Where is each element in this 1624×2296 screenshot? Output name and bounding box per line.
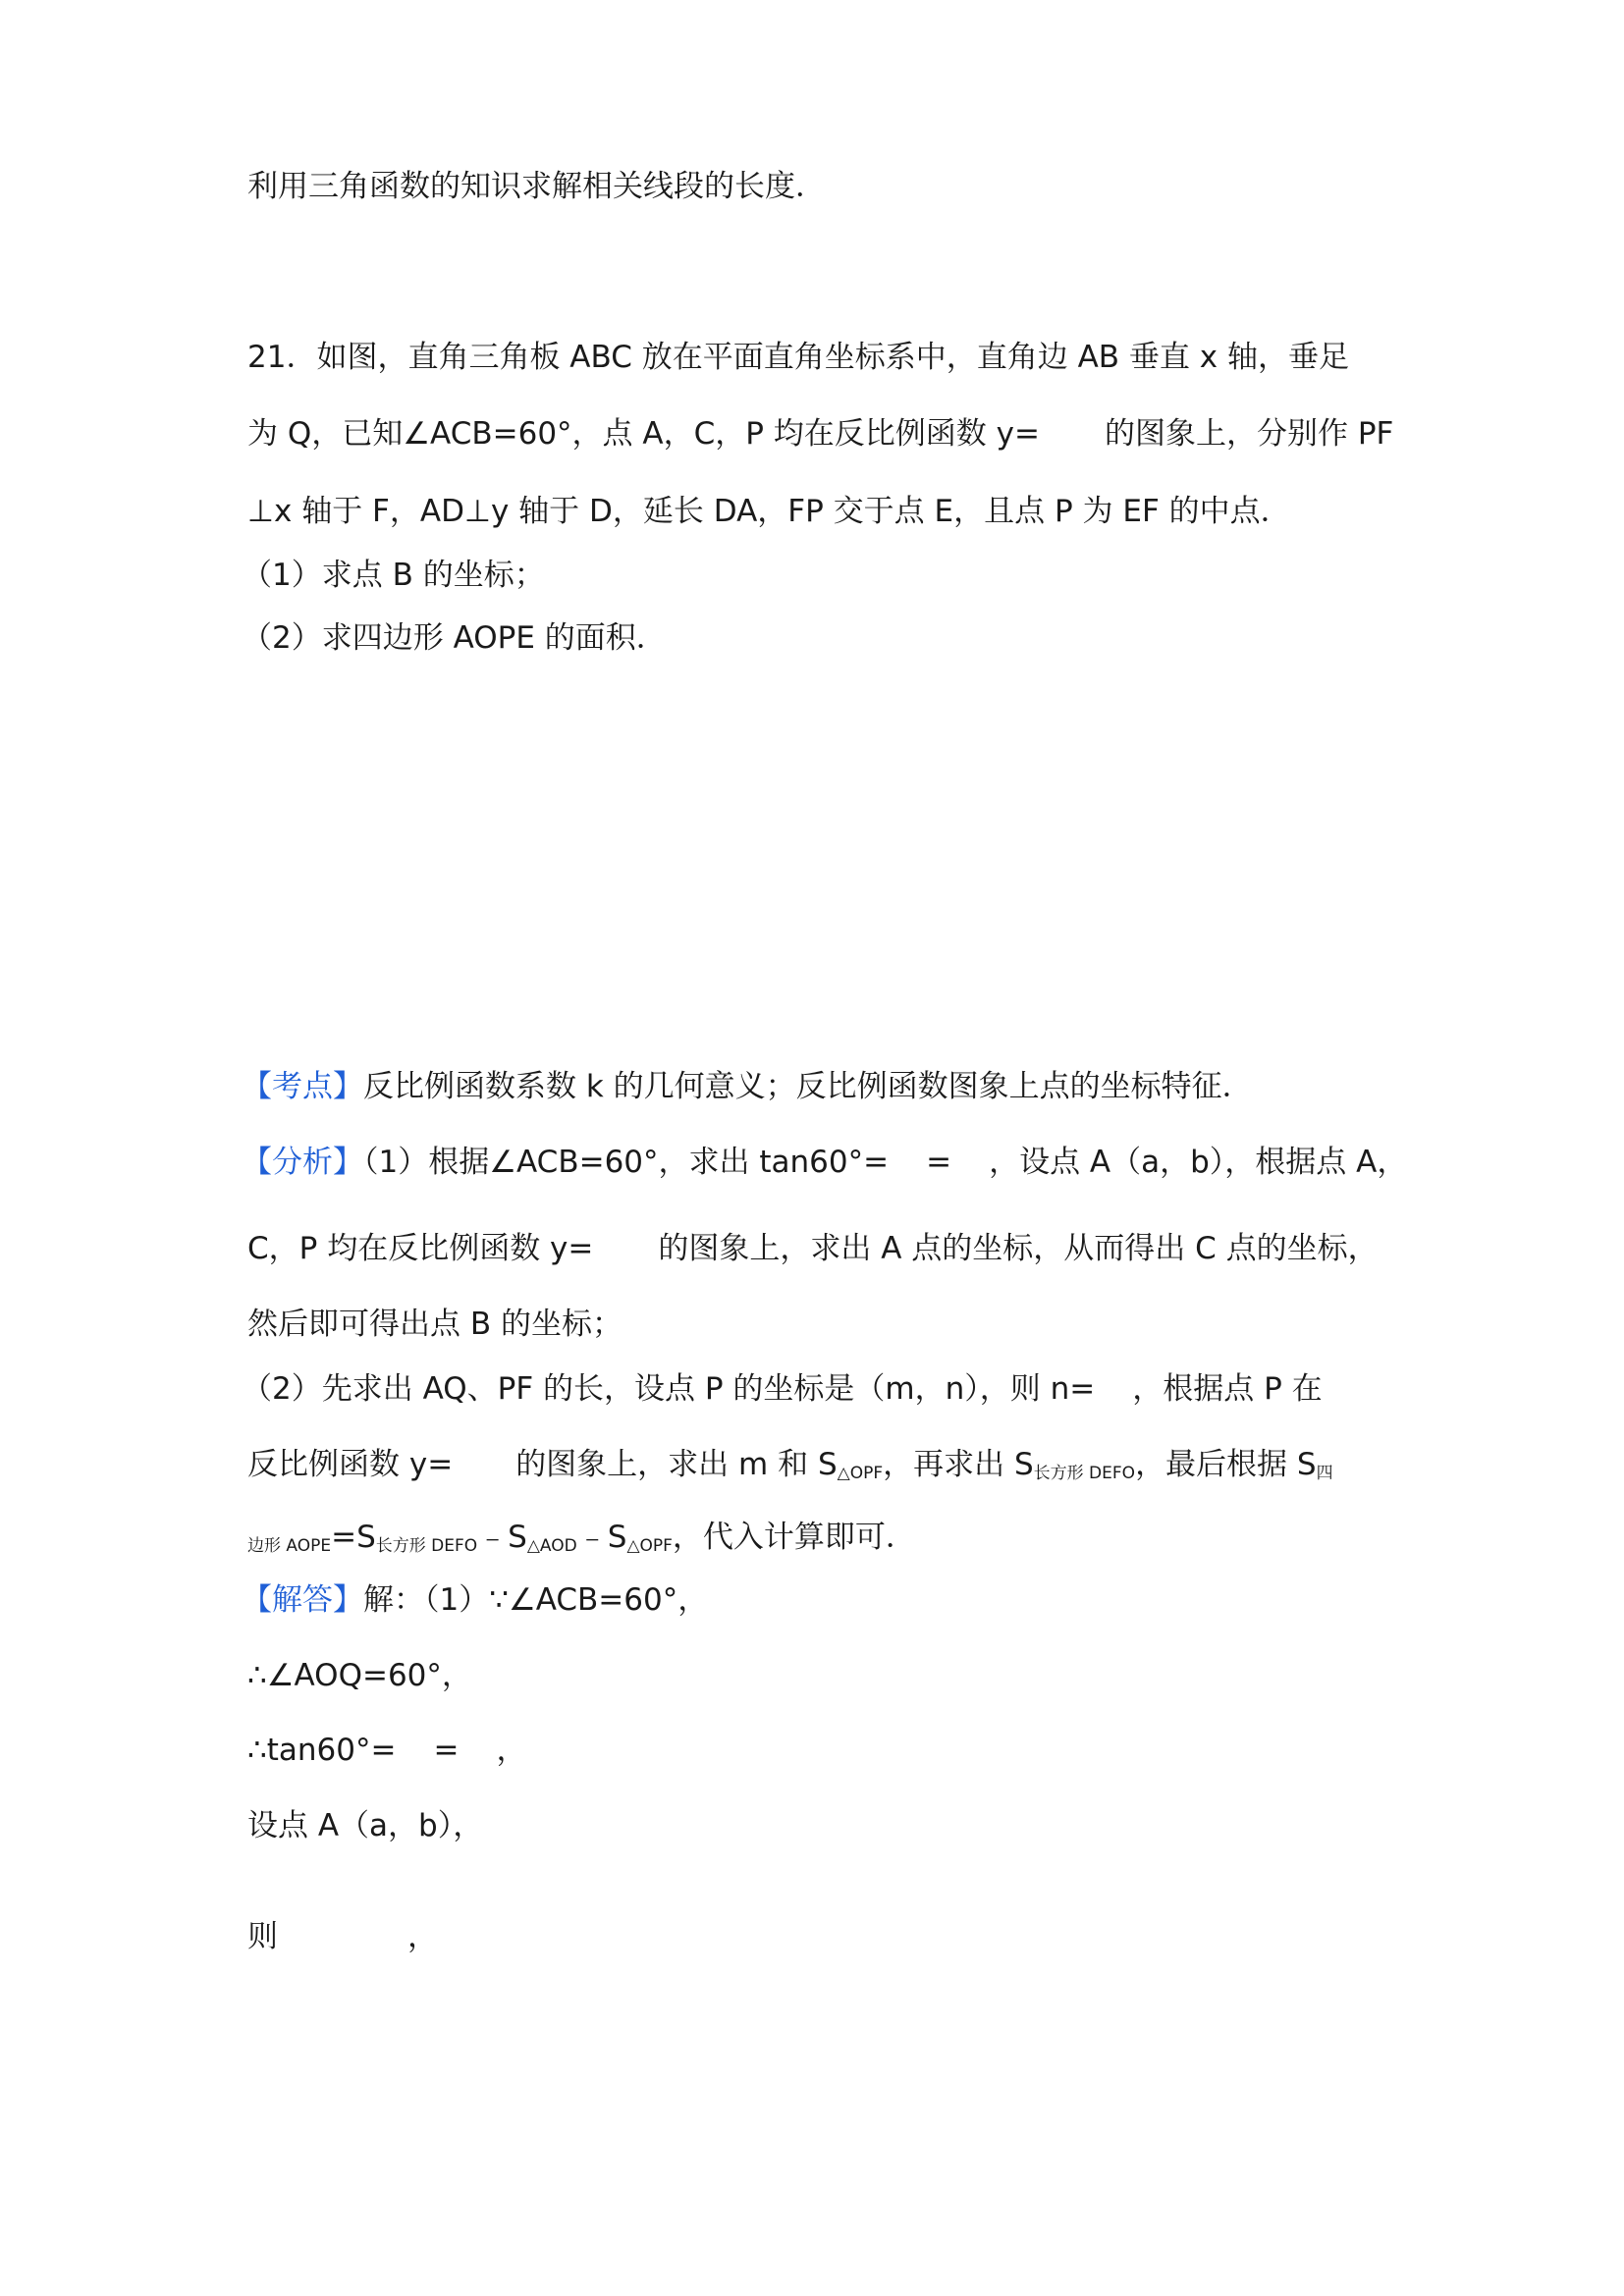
solution-text: 设点 A（a，b）， [247,1808,484,1843]
fenxi-line-1 [242,1143,1407,1182]
subscript: △AOD [526,1536,577,1556]
question-text: ⊥x 轴于 F，AD⊥y 轴于 D，延长 DA，FP 交于点 E，且点 P 为 EF 的中点． [247,494,1291,529]
question-text: （2）求四边形 AOPE 的面积． [242,620,667,656]
question-21-line-3 [247,492,1291,531]
fenxi-line-3 [247,1305,623,1344]
jieda-line-4 [247,1806,483,1845]
kaodian-tag: 【考点】 [242,1069,363,1104]
subscript: 四 [1316,1464,1333,1483]
subscript: 长方形 DEFO [1033,1464,1136,1483]
fenxi-line-5 [247,1445,1333,1489]
jieda-line-2 [247,1656,472,1695]
analysis-text: ，根据点 P 在 [1132,1371,1323,1407]
question-21-part-2 [242,618,667,658]
subscript: △OPF [626,1536,673,1556]
jieda-line-1 [242,1580,708,1620]
analysis-text: 的图象上，求出 A 点的坐标，从而得出 C 点的坐标， [658,1231,1379,1266]
solution-text: 则 [247,1919,278,1954]
analysis-text: ﹣S [576,1520,627,1555]
analysis-text: ，再求出 S [883,1447,1034,1482]
analysis-text: = [926,1145,952,1180]
solution-text: ， [407,1919,438,1954]
question-21-part-1 [242,556,545,595]
question-text: （1）求点 B 的坐标； [242,558,545,593]
analysis-text: （2）先求出 AQ、PF 的长，设点 P 的坐标是（m，n），则 n= [242,1371,1096,1407]
question-text: 的图象上，分别作 PF [1104,416,1394,452]
analysis-text: 反比例函数 y= [247,1447,454,1482]
fenxi-line-4 [242,1369,1323,1409]
solution-text: ， [496,1733,527,1768]
kaodian-text: 反比例函数系数 k 的几何意义；反比例函数图象上点的坐标特征． [363,1069,1253,1104]
analysis-text: ，最后根据 S [1135,1447,1317,1482]
analysis-text: （1）根据∠ACB=60°，求出 tan60°= [363,1145,890,1180]
solution-text: 解：（1）∵∠ACB=60°， [363,1582,709,1618]
analysis-text: =S [331,1520,376,1555]
solution-text: ∴tan60°= [247,1733,397,1768]
analysis-text: ，设点 A（a，b），根据点 A， [989,1145,1408,1180]
question-text: 为 Q，已知∠ACB=60°，点 A，C，P 均在反比例函数 y= [247,416,1040,452]
analysis-text: 的图象上，求出 m 和 S [515,1447,838,1482]
fenxi-line-2 [247,1229,1379,1268]
analysis-text: 然后即可得出点 B 的坐标； [247,1307,623,1342]
jieda-line-3 [247,1731,526,1770]
analysis-text: ，代入计算即可． [672,1520,916,1555]
question-21-line-1 [247,338,1349,377]
jieda-line-5 [247,1917,438,1956]
subscript: 长方形 DEFO [375,1536,478,1556]
intro-line [247,167,826,206]
solution-text: ∴∠AOQ=60°， [247,1658,472,1693]
analysis-text: C，P 均在反比例函数 y= [247,1231,594,1266]
intro-text: 利用三角函数的知识求解相关线段的长度． [247,169,826,204]
solution-text: = [433,1733,460,1768]
question-text: 21．如图，直角三角板 ABC 放在平面直角坐标系中，直角边 AB 垂直 x 轴，垂足 [247,340,1349,375]
subscript: 边形 AOPE [247,1536,332,1556]
analysis-text: ﹣S [477,1520,527,1555]
fenxi-line-6 [247,1518,916,1562]
kaodian-line [242,1067,1253,1106]
subscript: △OPF [837,1464,884,1483]
fenxi-tag: 【分析】 [242,1145,363,1180]
jieda-tag: 【解答】 [242,1582,363,1618]
question-21-line-2 [247,414,1393,454]
